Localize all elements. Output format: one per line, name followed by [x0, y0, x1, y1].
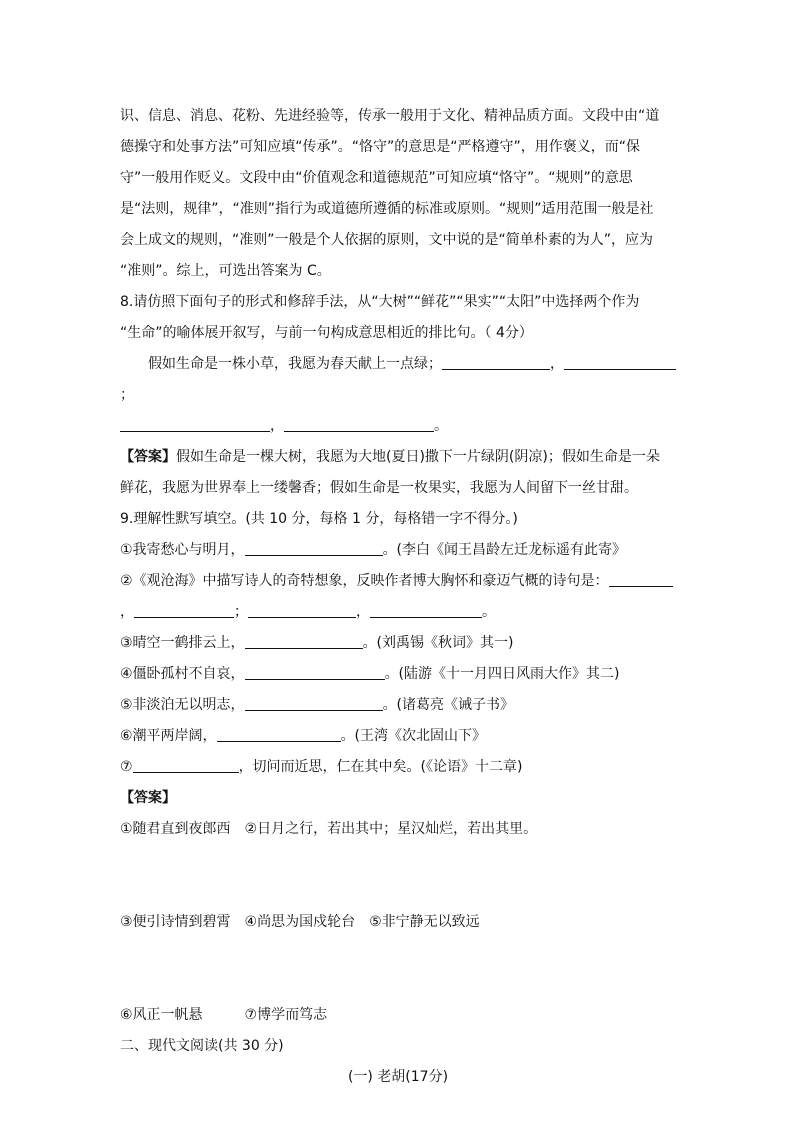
item-text: ④僵卧孤村不自哀，: [120, 666, 245, 682]
answer-blank[interactable]: [245, 537, 383, 556]
question-9-item-2-blanks: [120, 597, 676, 628]
explanation-line: 守”一般用作贬义。文段中由“价值观念和道德规范”可知应填“恪守”。“规则”的意思: [120, 170, 633, 186]
question-8-example: 假如生命是一株小草，我愿为春天献上一点绿；: [148, 356, 442, 372]
question-9-answer-label: 【答案】: [120, 790, 176, 806]
question-9-item-7: [120, 752, 676, 783]
explanation-line: “准则”。综上，可选出答案为 C。: [120, 263, 331, 279]
answer-blank[interactable]: [609, 568, 673, 587]
semicolon: ；: [234, 604, 248, 620]
item-source: 。(陆游《十一月四日风雨大作》其二): [384, 666, 620, 682]
question-9-item-6: [120, 721, 676, 752]
explanation-line: 会上成文的规则，“准则”一般是个人依据的原则，文中说的是“简单朴素的为人”，应为: [120, 232, 654, 248]
question-8-prompt: 8.请仿照下面句子的形式和修辞手法，从“大树”“鲜花”“果实”“太阳”中选择两个作为: [120, 294, 640, 310]
spacer: [120, 845, 676, 907]
answer-blank[interactable]: [134, 599, 234, 618]
period: 。: [434, 418, 448, 434]
item-text: ①我寄愁心与明月，: [120, 542, 245, 558]
item-text: ②《观沧海》中描写诗人的奇特想象，反映作者博大胸怀和豪迈气概的诗句是：: [120, 573, 609, 589]
question-9-item-4: [120, 659, 676, 690]
question-9-answer: ①随君直到夜郎西 ②日月之行，若出其中；星汉灿烂，若出其里。: [120, 821, 538, 837]
question-8-answer-line: 鲜花，我愿为世界奉上一缕馨香；假如生命是一枚果实，我愿为人间留下一丝甘甜。: [120, 480, 638, 496]
semicolon: ；: [120, 387, 134, 403]
item-text: ⑦: [120, 759, 133, 775]
question-8-prompt: “生命”的喻体展开叙写，与前一句构成意思相近的排比句。（ 4分）: [120, 325, 533, 341]
explanation-line: 德操守和处事方法”可知应填“传承”。“恪守”的意思是“严格遵守”，用作褒义，而“保: [120, 139, 641, 155]
question-8-example-line: [120, 349, 676, 380]
answer-blank[interactable]: [248, 599, 356, 618]
period: 。: [482, 604, 496, 620]
question-9-prompt: 9.理解性默写填空。(共 10 分，每格 1 分，每格错一字不得分。): [120, 511, 518, 527]
question-8-blank-line: [120, 411, 676, 442]
question-8-answer-line: [120, 442, 676, 473]
item-source: 。(刘禹锡《秋词》其一): [362, 635, 514, 651]
item-source: 。(王湾《次北固山下》: [340, 728, 487, 744]
explanation-line: 是“法则，规律”，“准则”指行为或道德所遵循的标准或原则。“规则”适用范围一般是社: [120, 201, 654, 217]
question-8-answer: 假如生命是一棵大树，我愿为大地(夏日)撒下一片绿阴(阴凉)；假如生命是一朵: [176, 449, 660, 465]
question-9-item-5: [120, 690, 676, 721]
page-content: [120, 101, 676, 1093]
question-9-item-3: [120, 628, 676, 659]
spacer: [120, 938, 676, 1000]
explanation-line: 识、信息、消息、花粉、先进经验等，传承一般用于文化、精神品质方面。文段中由“道: [120, 108, 660, 124]
answer-blank[interactable]: [564, 351, 676, 370]
answer-blank[interactable]: [120, 413, 270, 432]
question-9-answer: ⑥风正一帆悬 ⑦博学而笃志: [120, 1007, 328, 1023]
answer-blank[interactable]: [245, 692, 383, 711]
section-title: 二、现代文阅读(共 30 分): [120, 1038, 284, 1054]
item-source: ，切问而近思，仁在其中矣。(《论语》十二章): [238, 759, 523, 775]
item-text: ③晴空一鹤排云上，: [120, 635, 245, 651]
answer-label: 【答案】: [120, 449, 176, 465]
answer-blank[interactable]: [370, 599, 482, 618]
question-8-semicolon-line: [120, 380, 676, 411]
item-text: ⑤非淡泊无以明志，: [120, 697, 245, 713]
comma: ，: [120, 604, 134, 620]
section-subtitle: (一) 老胡(17分): [347, 1069, 449, 1085]
comma: ，: [270, 418, 284, 434]
answer-blank[interactable]: [442, 351, 550, 370]
answer-blank[interactable]: [245, 661, 385, 680]
question-9-answer: ③便引诗情到碧霄 ④尚思为国戍轮台 ⑤非宁静无以致远: [120, 914, 480, 930]
question-9-item-2: [120, 566, 676, 597]
answer-blank[interactable]: [133, 754, 239, 773]
item-source: 。(李白《闻王昌龄左迁龙标遥有此寄》: [382, 542, 627, 558]
item-text: ⑥潮平两岸阔，: [120, 728, 217, 744]
comma: ，: [550, 356, 564, 372]
question-9-item-1: [120, 535, 676, 566]
item-source: 。(诸葛亮《诫子书》: [382, 697, 515, 713]
answer-blank[interactable]: [217, 723, 341, 742]
answer-blank[interactable]: [245, 630, 363, 649]
comma: ，: [356, 604, 370, 620]
answer-blank[interactable]: [284, 413, 434, 432]
